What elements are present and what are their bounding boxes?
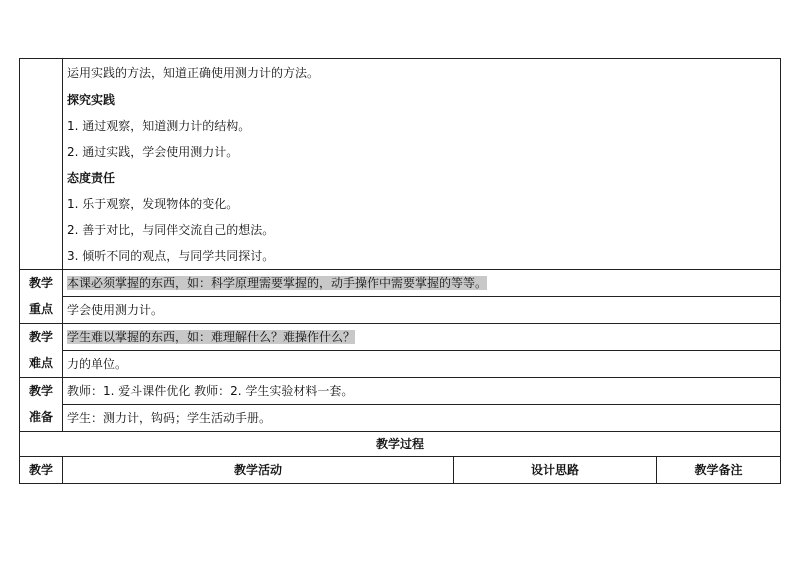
key-points-row [20, 270, 781, 324]
difficulties-row [20, 324, 781, 378]
objectives-row [20, 59, 781, 270]
process-title-row [20, 432, 781, 457]
preparation-teacher: 教师：1. 爱斗课件优化 教师：2. 学生实验材料一套。 [67, 384, 354, 398]
column-header-design: 设计思路 [454, 457, 657, 484]
inquiry-item: 1. 通过观察，知道测力计的结构。 [67, 119, 251, 133]
lesson-plan-table [19, 58, 781, 484]
preparation-label-bottom: 准备 [28, 410, 53, 424]
attitude-title: 态度责任 [67, 171, 116, 185]
key-points-label-top: 教学 [28, 276, 53, 290]
attitude-item: 3. 倾听不同的观点，与同学共同探讨。 [67, 249, 275, 263]
difficulties-text: 力的单位。 [63, 350, 780, 377]
preparation-label [20, 378, 63, 432]
objectives-content-cell [63, 59, 781, 270]
column-header-stage: 教学 [20, 457, 63, 484]
inquiry-title: 探究实践 [67, 93, 116, 107]
key-points-text: 学会使用测力计。 [63, 296, 780, 323]
difficulties-note: 学生难以掌握的东西，如：难理解什么？难操作什么？ [67, 330, 356, 344]
column-header-activity: 教学活动 [63, 457, 454, 484]
inquiry-item: 2. 通过实践，学会使用测力计。 [67, 145, 239, 159]
column-header-notes: 教学备注 [657, 457, 781, 484]
objectives-line: 运用实践的方法，知道正确使用测力计的方法。 [67, 66, 320, 80]
attitude-item: 1. 乐于观察，发现物体的变化。 [67, 197, 239, 211]
preparation-content [63, 378, 781, 432]
process-title: 教学过程 [20, 432, 781, 457]
preparation-row [20, 378, 781, 432]
key-points-content [63, 270, 781, 324]
process-columns-row [20, 457, 781, 484]
difficulties-label [20, 324, 63, 378]
key-points-label-bottom: 重点 [28, 302, 53, 316]
preparation-label-top: 教学 [28, 384, 53, 398]
preparation-student: 学生：测力计，钩码；学生活动手册。 [63, 404, 780, 431]
objectives-label-cell [20, 59, 63, 270]
key-points-label [20, 270, 63, 324]
difficulties-content [63, 324, 781, 378]
key-points-note: 本课必须掌握的东西，如：科学原理需要掌握的，动手操作中需要掌握的等等。 [67, 276, 488, 290]
attitude-item: 2. 善于对比，与同伴交流自己的想法。 [67, 223, 275, 237]
difficulties-label-bottom: 难点 [28, 356, 53, 370]
difficulties-label-top: 教学 [28, 330, 53, 344]
